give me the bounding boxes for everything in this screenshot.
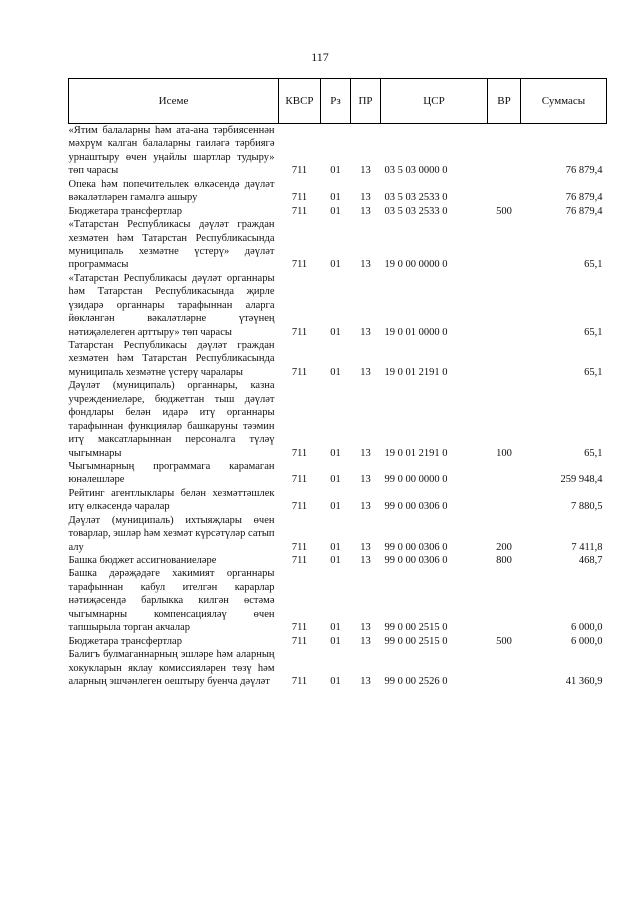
cell-name: Дәүләт (муниципаль) ихтыяҗлары өчен товарлар, эшләр һәм хезмәт күрсәтүләр сатып алу: [68, 514, 275, 553]
cell-sum: 259 948,4: [560, 474, 603, 486]
cell-name: Татарстан Республикасы дәүләт граждан хезмәтен һәм Татарстан Республикасында муниципаль хезмәтне үстерү чаралары: [68, 340, 275, 378]
header-sum: Суммасы: [521, 79, 607, 124]
cell-csr: 99 0 00 0000 0: [384, 474, 448, 486]
cell-name: Балигъ булмаганнарның эшләре һәм аларның хокукларын яклау комиссияләрен төзү һәм аларның эшчәнлеген оештыру буенча дәүләт: [68, 649, 275, 687]
cell-sum: 41 360,9: [565, 675, 603, 687]
cell-kvsr: 711: [291, 205, 308, 217]
cell-sum: 65,1: [584, 447, 603, 459]
cell-sum: 6 000,0: [571, 622, 603, 634]
cell-sum: 6 000,0: [571, 635, 603, 647]
cell-kvsr: 711: [291, 447, 308, 459]
cell-csr: 19 0 00 0000 0: [384, 259, 448, 271]
cell-vr: [488, 567, 521, 634]
cell-csr: 99 0 00 0306 0: [384, 541, 448, 553]
table-row: [69, 648, 607, 688]
cell-csr: 19 0 01 0000 0: [384, 326, 448, 338]
cell-csr: 99 0 00 2515 0: [384, 635, 448, 647]
cell-sum: 76 879,4: [565, 192, 603, 204]
cell-pr: 13: [360, 541, 371, 553]
cell-name: Башка бюджет ассигнованиеләре: [68, 555, 217, 566]
cell-kvsr: 711: [291, 259, 308, 271]
cell-pr: 13: [360, 259, 371, 271]
table-header-row: [69, 79, 607, 124]
cell-sum: 76 879,4: [565, 165, 603, 177]
cell-csr: 19 0 01 2191 0: [384, 447, 448, 459]
cell-vr: 800: [496, 555, 512, 566]
cell-vr: [488, 272, 521, 339]
budget-table: [68, 78, 607, 688]
table-row: [69, 205, 607, 218]
header-csr: ЦСР: [381, 79, 488, 124]
cell-csr: 19 0 01 2191 0: [384, 366, 448, 378]
cell-rz: 01: [330, 501, 341, 513]
cell-rz: 01: [330, 192, 341, 204]
cell-pr: 13: [360, 474, 371, 486]
cell-vr: [488, 487, 521, 514]
cell-pr: 13: [360, 205, 371, 217]
cell-rz: 01: [330, 541, 341, 553]
cell-vr: 500: [496, 635, 512, 647]
cell-csr: 99 0 00 2526 0: [384, 675, 448, 687]
cell-rz: 01: [330, 165, 341, 177]
header-pr: ПР: [351, 79, 381, 124]
cell-rz: 01: [330, 366, 341, 378]
table-row: [69, 567, 607, 634]
cell-kvsr: 711: [291, 326, 308, 338]
cell-sum: 65,1: [584, 366, 603, 378]
cell-name: Башка дәрәҗәдәге хакимият органнары тарафыннан кабул ителгән карарлар нәтиҗәсендә барлыкка килгән өстәмә чыгымнарны компенсацияләү өчен тапшырыла торган акчалар: [68, 568, 275, 634]
cell-name: Опека һәм попечительлек өлкәсендә дәүләт вәкаләтләрен гамәлгә ашыру: [68, 178, 275, 204]
cell-kvsr: 711: [291, 622, 308, 634]
table-row: [69, 635, 607, 648]
cell-vr: [488, 218, 521, 272]
cell-pr: 13: [360, 366, 371, 378]
cell-rz: 01: [330, 259, 341, 271]
cell-rz: 01: [330, 447, 341, 459]
cell-vr: 500: [496, 205, 512, 217]
cell-vr: [488, 178, 521, 205]
cell-kvsr: 711: [291, 192, 308, 204]
cell-sum: 468,7: [578, 555, 603, 566]
header-name: Исеме: [69, 79, 279, 124]
cell-rz: 01: [330, 326, 341, 338]
cell-pr: 13: [360, 447, 371, 459]
cell-csr: 03 5 03 0000 0: [384, 165, 448, 177]
cell-rz: 01: [330, 474, 341, 486]
cell-pr: 13: [360, 622, 371, 634]
cell-name: Дәүләт (муниципаль) органнары, казна учреждениеләре, бюджеттан тыш дәүләт фондлары белән идарә итү органнары тарафыннан функцияләр башкаруны тәэмин итү максатларыннан персоналга түләү чыгымнары: [68, 380, 275, 459]
cell-sum: 76 879,4: [565, 205, 603, 217]
cell-name: «Татарстан Республикасы дәүләт органнары һәм Татарстан Республикасында җирле үзидарә органнары тарафыннан аларга йөкләнгән вәкаләтләрне үтәүнең нәтиҗәлелеген арттыру» төп чарасы: [68, 272, 275, 338]
cell-kvsr: 711: [291, 541, 308, 553]
cell-rz: 01: [330, 205, 341, 217]
cell-pr: 13: [360, 675, 371, 687]
cell-name: «Татарстан Республикасы дәүләт граждан хезмәтен һәм Татарстан Республикасында муниципаль хезмәтне үстерү» дәүләт программасы: [68, 219, 275, 271]
cell-rz: 01: [330, 675, 341, 687]
cell-kvsr: 711: [291, 366, 308, 378]
cell-rz: 01: [330, 555, 341, 566]
cell-pr: 13: [360, 192, 371, 204]
cell-csr: 03 5 03 2533 0: [384, 192, 448, 204]
cell-vr: 200: [496, 541, 512, 553]
table-row: [69, 339, 607, 379]
cell-csr: 99 0 00 2515 0: [384, 622, 448, 634]
table-row: [69, 487, 607, 514]
cell-pr: 13: [360, 326, 371, 338]
cell-csr: 03 5 03 2533 0: [384, 205, 448, 217]
cell-sum: 65,1: [584, 259, 603, 271]
cell-kvsr: 711: [291, 501, 308, 513]
cell-csr: 99 0 00 0306 0: [384, 501, 448, 513]
cell-kvsr: 711: [291, 635, 308, 647]
cell-pr: 13: [360, 501, 371, 513]
cell-kvsr: 711: [291, 165, 308, 177]
cell-name: «Ятим балаларны һәм ата-ана тәрбиясеннән мәхрүм калган балаларны гаиләгә тәрбиягә урнаштыру өчен уңайлы шартлар тудыру» төп чарасы: [68, 125, 275, 177]
table-row: [69, 272, 607, 339]
page-number: 117: [311, 50, 329, 64]
cell-name: Бюджетара трансфертлар: [68, 205, 182, 217]
cell-sum: 65,1: [584, 326, 603, 338]
cell-csr: 99 0 00 0306 0: [384, 555, 448, 566]
cell-kvsr: 711: [291, 675, 308, 687]
cell-rz: 01: [330, 635, 341, 647]
cell-pr: 13: [360, 555, 371, 566]
cell-name: Бюджетара трансфертлар: [68, 635, 182, 647]
table-row: [69, 514, 607, 554]
cell-vr: 100: [496, 447, 512, 459]
header-rz: Рз: [321, 79, 351, 124]
table-row: [69, 554, 607, 567]
cell-vr: [488, 648, 521, 688]
cell-rz: 01: [330, 622, 341, 634]
cell-pr: 13: [360, 635, 371, 647]
cell-vr: [488, 460, 521, 487]
cell-vr: [488, 339, 521, 379]
cell-kvsr: 711: [291, 555, 308, 566]
table-row: [69, 460, 607, 487]
table-row: [69, 178, 607, 205]
cell-sum: 7 411,8: [571, 541, 603, 553]
cell-kvsr: 711: [291, 474, 308, 486]
table-row: [69, 124, 607, 178]
header-vr: ВР: [488, 79, 521, 124]
table-row: [69, 379, 607, 460]
cell-sum: 7 880,5: [571, 501, 603, 513]
header-kvsr: КВСР: [279, 79, 321, 124]
table-row: [69, 218, 607, 272]
cell-name: Чыгымнарның программага карамаган юнәлешләре: [68, 460, 275, 486]
cell-pr: 13: [360, 165, 371, 177]
cell-name: Рейтинг агентлыклары белән хезмәттәшлек итү өлкәсендә чаралар: [68, 487, 275, 513]
cell-vr: [488, 124, 521, 178]
